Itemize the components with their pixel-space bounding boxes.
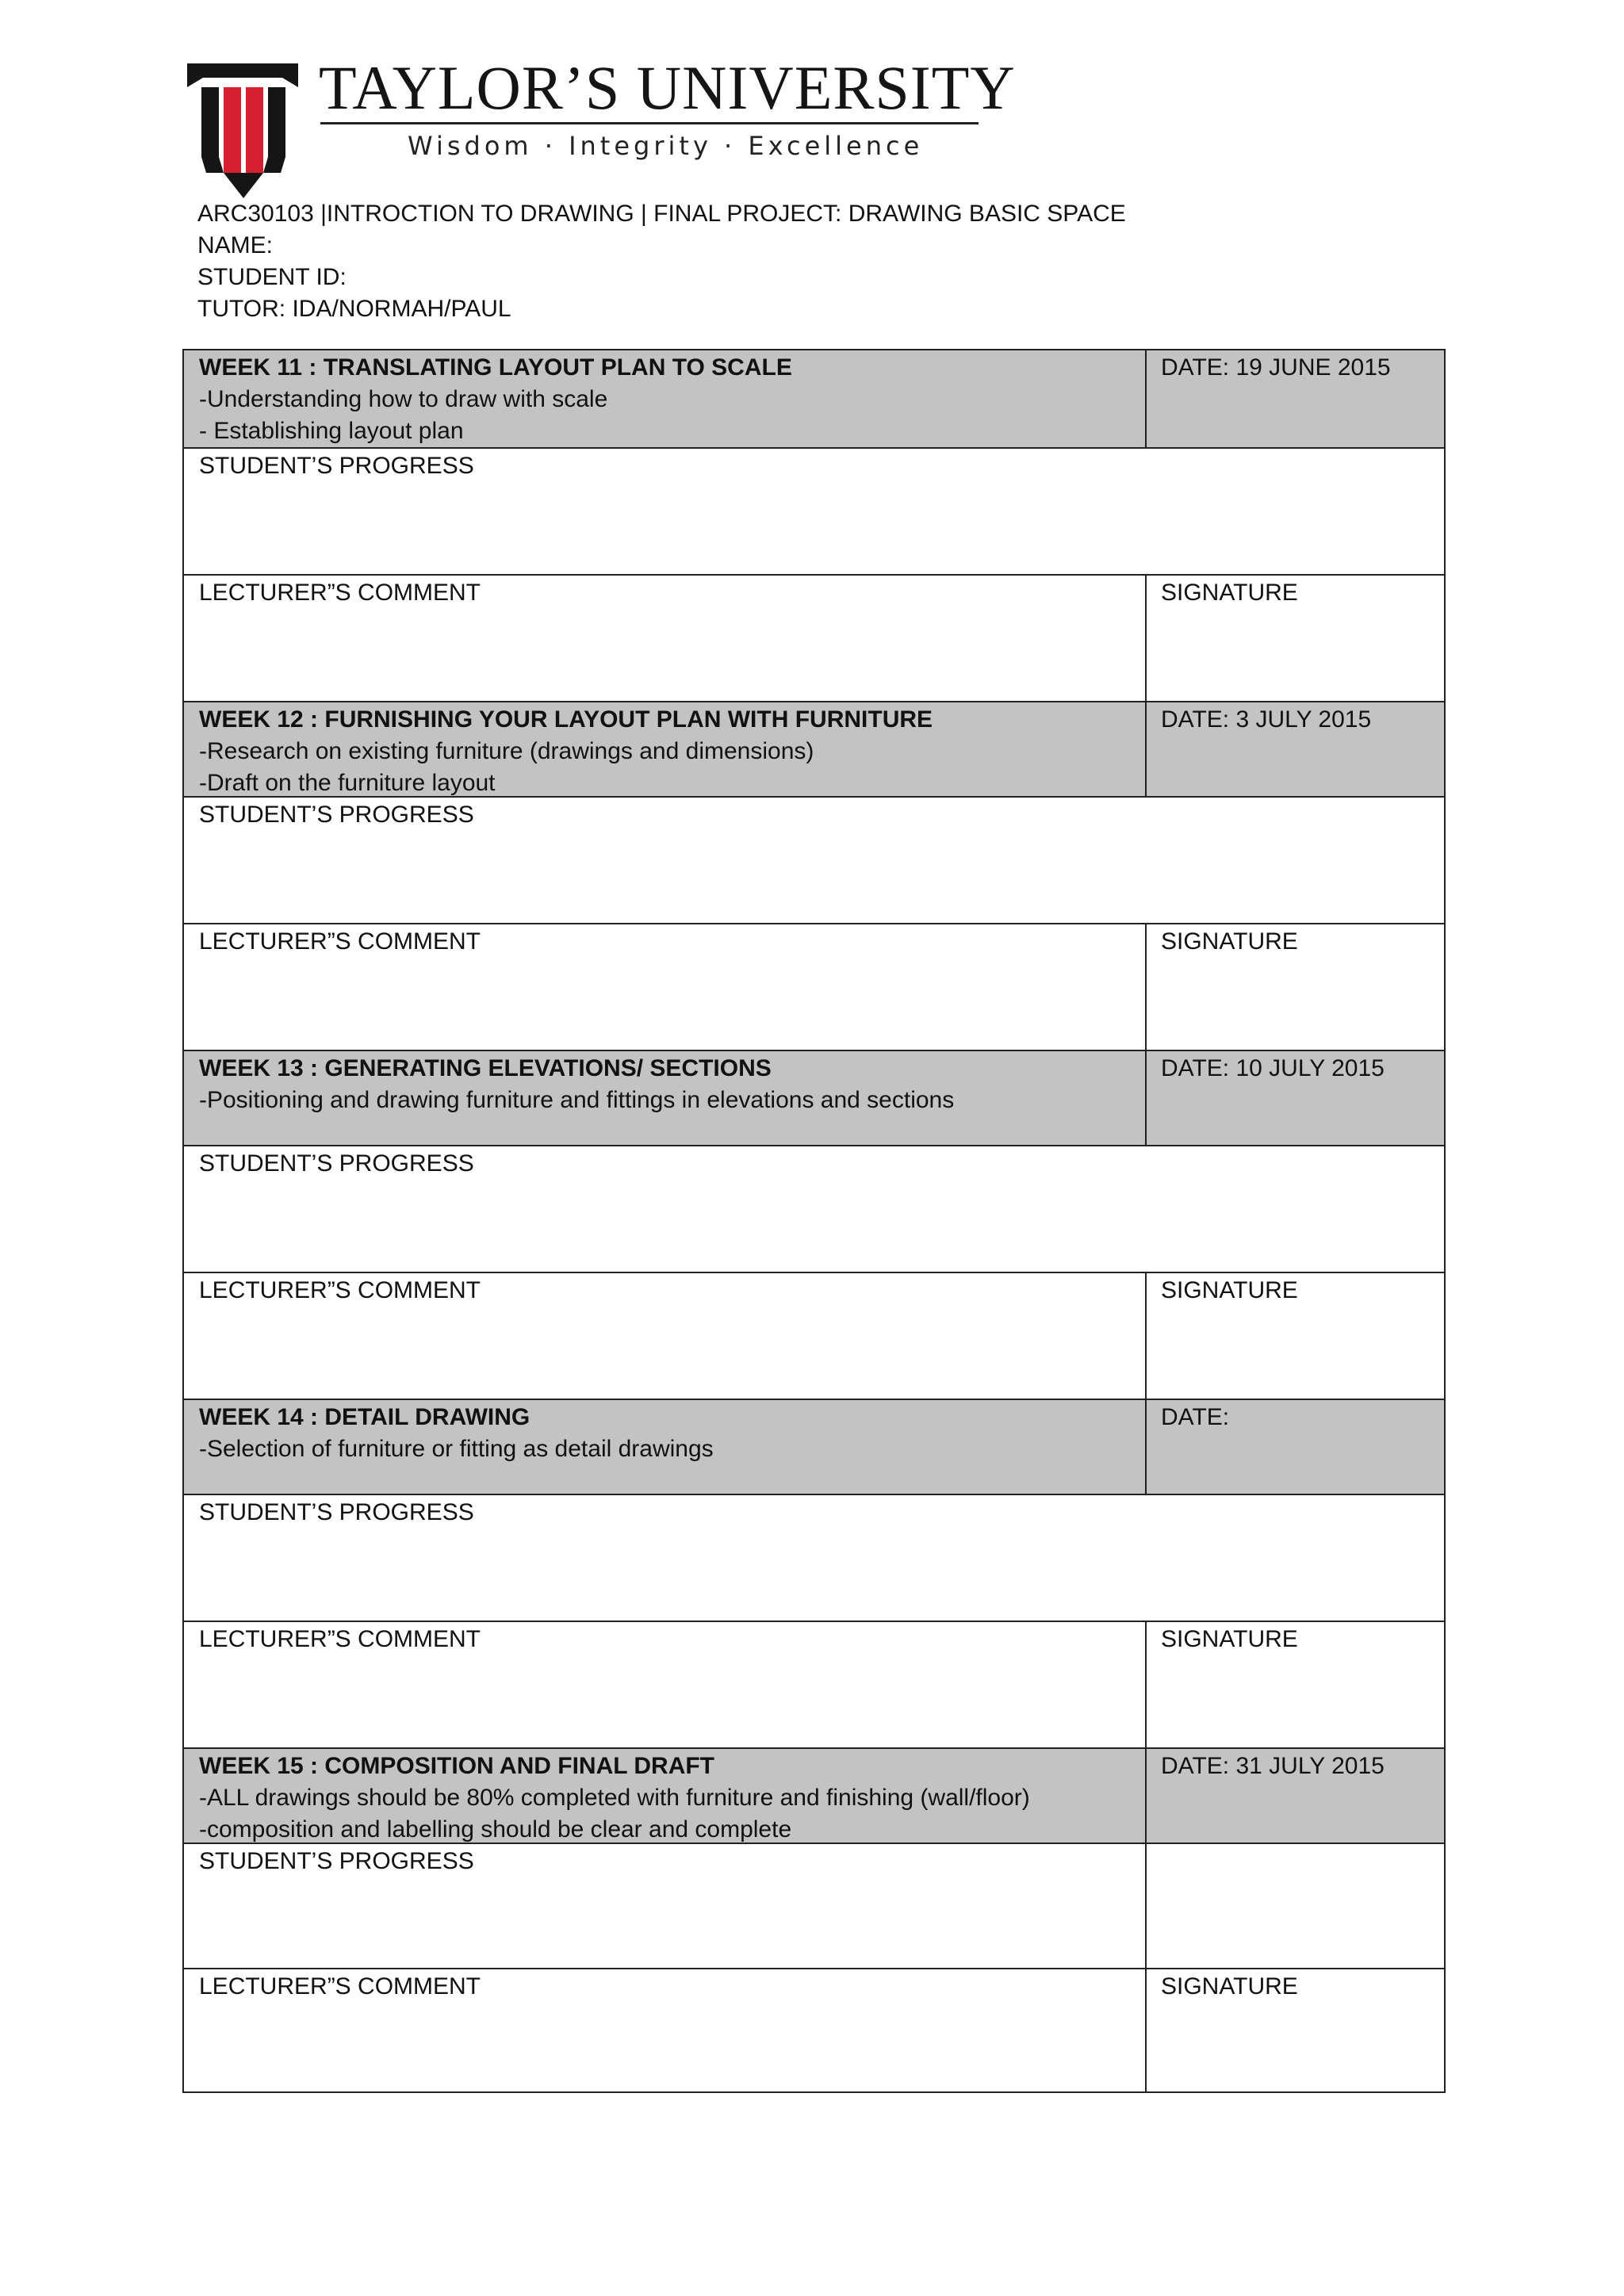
week-12-date: DATE: 3 JULY 2015 xyxy=(1145,702,1444,796)
week-15-title: WEEK 15 : COMPOSITION AND FINAL DRAFT xyxy=(199,1753,715,1779)
week-15-line-2: -composition and labelling should be clear and complete xyxy=(199,1816,792,1843)
week-11-signature-label: SIGNATURE xyxy=(1145,576,1444,701)
week-11-line-1: -Understanding how to draw with scale xyxy=(199,386,608,412)
week-13-comment-row xyxy=(184,1272,1444,1399)
week-15-comment-row xyxy=(184,1968,1444,2093)
course-line: ARC30103 |INTROCTION TO DRAWING | FINAL PROJECT: DRAWING BASIC SPACE xyxy=(197,201,1126,227)
document-meta xyxy=(197,198,1126,325)
week-12-line-1: -Research on existing furniture (drawings and dimensions) xyxy=(199,738,814,764)
week-11-title: WEEK 11 : TRANSLATING LAYOUT PLAN TO SCALE xyxy=(199,354,792,381)
university-name: TAYLOR’S UNIVERSITY xyxy=(319,53,1016,122)
week-13-line-1: -Positioning and drawing furniture and fittings in elevations and sections xyxy=(199,1087,955,1113)
week-14-line-1: -Selection of furniture or fitting as detail drawings xyxy=(199,1436,714,1462)
week-12-description xyxy=(184,702,1145,796)
university-motto: Wisdom · Integrity · Excellence xyxy=(408,131,924,161)
week-12-header-row xyxy=(184,701,1444,796)
university-crest-icon xyxy=(187,63,298,198)
week-12-progress-label: STUDENT’S PROGRESS xyxy=(199,802,474,828)
student-id-label: STUDENT ID: xyxy=(197,264,347,290)
week-13-description xyxy=(184,1051,1145,1145)
week-14-comment-label: LECTURER”S COMMENT xyxy=(199,1626,481,1652)
week-13-date: DATE: 10 JULY 2015 xyxy=(1145,1051,1444,1145)
week-14-title: WEEK 14 : DETAIL DRAWING xyxy=(199,1404,530,1430)
week-15-date: DATE: 31 JULY 2015 xyxy=(1145,1749,1444,1843)
progress-table xyxy=(182,349,1446,2093)
week-11-line-2: - Establishing layout plan xyxy=(199,418,464,444)
week-15-header-row xyxy=(184,1747,1444,1843)
week-11-progress-row xyxy=(184,447,1444,574)
week-14-progress-row xyxy=(184,1494,1444,1621)
week-12-comment-label: LECTURER”S COMMENT xyxy=(199,928,481,955)
logo-divider xyxy=(320,122,979,124)
week-12-line-2: -Draft on the furniture layout xyxy=(199,770,496,796)
tutor-line: TUTOR: IDA/NORMAH/PAUL xyxy=(197,296,511,322)
week-12-progress-row xyxy=(184,796,1444,923)
week-13-signature-label: SIGNATURE xyxy=(1145,1273,1444,1399)
week-14-date: DATE: xyxy=(1145,1400,1444,1494)
week-13-header-row xyxy=(184,1050,1444,1145)
week-12-title: WEEK 12 : FURNISHING YOUR LAYOUT PLAN WITH FURNITURE xyxy=(199,706,933,733)
week-13-title: WEEK 13 : GENERATING ELEVATIONS/ SECTIONS xyxy=(199,1055,772,1081)
week-13-progress-label: STUDENT’S PROGRESS xyxy=(199,1150,474,1177)
week-12-signature-label: SIGNATURE xyxy=(1145,924,1444,1050)
week-14-progress-label: STUDENT’S PROGRESS xyxy=(199,1499,474,1525)
week-15-description xyxy=(184,1749,1145,1843)
week-15-progress-label: STUDENT’S PROGRESS xyxy=(199,1848,474,1874)
week-11-header-row xyxy=(184,350,1444,447)
week-11-comment-label: LECTURER”S COMMENT xyxy=(199,580,481,606)
week-15-progress-blank xyxy=(1145,1844,1444,1968)
week-15-comment-label: LECTURER”S COMMENT xyxy=(199,1973,481,1999)
week-11-date: DATE: 19 JUNE 2015 xyxy=(1145,350,1444,447)
week-14-description xyxy=(184,1400,1145,1494)
week-15-line-1: -ALL drawings should be 80% completed with furniture and finishing (wall/floor) xyxy=(199,1785,1030,1811)
week-11-comment-row xyxy=(184,574,1444,701)
week-14-signature-label: SIGNATURE xyxy=(1145,1622,1444,1747)
week-12-comment-row xyxy=(184,923,1444,1050)
university-logo xyxy=(187,53,1016,200)
week-14-comment-row xyxy=(184,1621,1444,1747)
name-label: NAME: xyxy=(197,232,274,258)
week-11-description xyxy=(184,350,1145,447)
week-15-signature-label: SIGNATURE xyxy=(1145,1969,1444,2093)
week-15-progress-row xyxy=(184,1843,1444,1968)
week-14-header-row xyxy=(184,1399,1444,1494)
week-13-comment-label: LECTURER”S COMMENT xyxy=(199,1277,481,1303)
week-13-progress-row xyxy=(184,1145,1444,1272)
week-11-progress-label: STUDENT’S PROGRESS xyxy=(199,453,474,479)
